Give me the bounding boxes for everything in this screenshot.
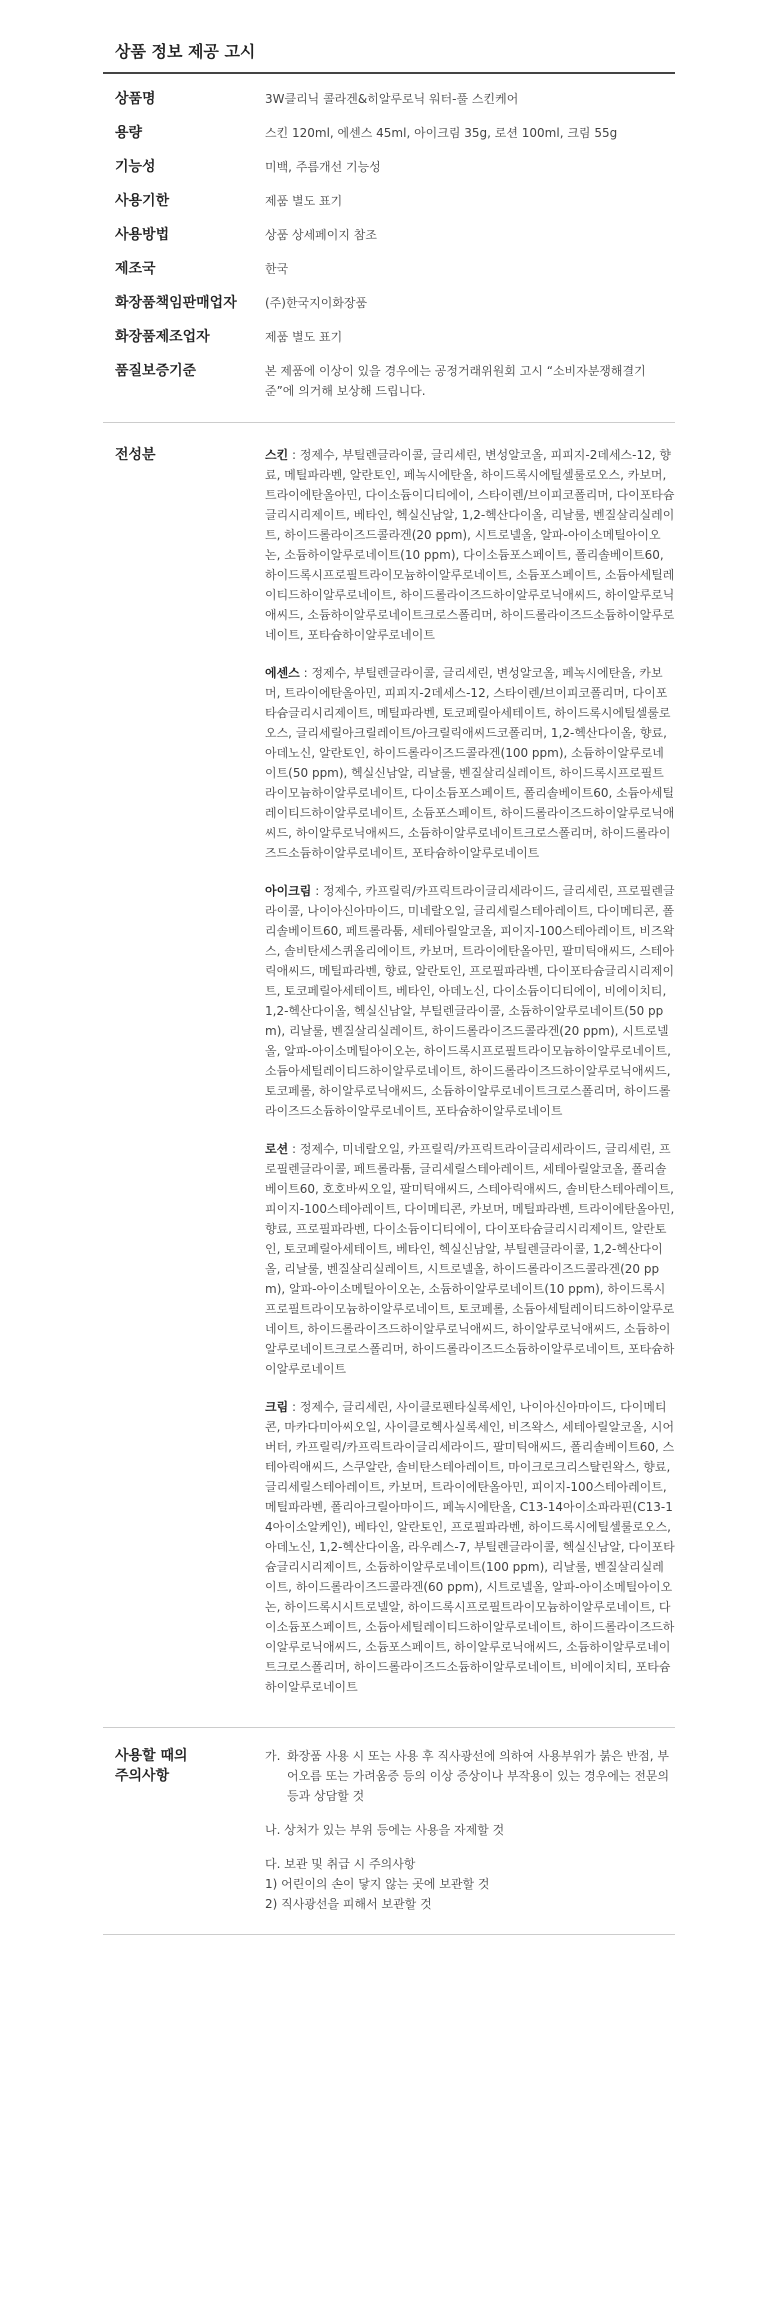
info-row-value: 본 제품에 이상이 있을 경우에는 공정거래위원회 고시 “소비자분쟁해결기준”에 의거해 보상해 드립니다.: [265, 364, 646, 398]
info-row: [103, 320, 675, 354]
info-row: [103, 150, 675, 184]
ingredient-paragraph: [265, 1139, 675, 1379]
info-row: [103, 82, 675, 116]
ingredient-list-text: : 정제수, 부틸렌글라이콜, 글리세린, 변성알코올, 페녹시에탄올, 카보머, 트라이에탄올아민, 피피지-2데세스-12, 스타이렌/브이피코폴리머, 다이포타슘글리시리제이트, 메틸파라벤, 토코페릴아세테이트, 하이드록시에틸셀룰로오스, 글리세릴아크릴레이트/아크릴릭애씨드코폴리머, 1,2-헥산다이올, 향료, 아데노신, 알란토인, 하이드롤라이즈드콜라겐(100 ppm), 소듐하이알루로네이트(50 ppm), 헥실신남알, 리날룰, 벤질살리실레이트, 하이드록시프로필트라이모늄하이알루로네이트, 다이소듐포스페이트, 폴리솔베이트60, 소듐아세틸레이티드하이알루로네이트, 소듐포스페이트, 하이드롤라이즈드하이알루로닉애씨드, 하이알루로닉애씨드, 소듐하이알루로네이트크로스폴리머, 하이드롤라이즈드소듐하이알루로네이트, 포타슘하이알루로네이트: [265, 666, 675, 860]
info-table: [103, 82, 675, 408]
ingredient-paragraph: [265, 1397, 675, 1697]
info-row-label: 품질보증기준: [115, 363, 197, 379]
info-row-value: 미백, 주름개선 기능성: [265, 160, 381, 174]
ingredients-body: [265, 445, 675, 1715]
info-row: [103, 218, 675, 252]
title-divider: [103, 72, 675, 74]
ingredient-product-name: 아이크림: [265, 884, 312, 898]
ingredient-product-name: 크림: [265, 1400, 289, 1414]
caution-item: [265, 1854, 675, 1914]
caution-item-number: 가.: [265, 1749, 281, 1763]
info-row-label: 용량: [115, 125, 143, 141]
ingredient-list-text: : 정제수, 부틸렌글라이콜, 글리세린, 변성알코올, 피피지-2데세스-12, 향료, 메틸파라벤, 알란토인, 페녹시에탄올, 하이드록시에틸셀룰로오스, 카보머, 트라이에탄올아민, 다이소듐이디티에이, 스타이렌/브이피코폴리머, 다이포타슘글리시리제이트, 베타인, 헥실신남알, 1,2-헥산다이올, 리날룰, 벤질살리실레이트, 하이드롤라이즈드콜라겐(20 ppm), 시트로넬올, 알파-아이소메틸아이오논, 소듐하이알루로네이트(10 ppm), 다이소듐포스페이트, 폴리솔베이트60, 하이드록시프로필트라이모늄하이알루로네이트, 소듐포스페이트, 소듐아세틸레이티드하이알루로네이트, 하이드롤라이즈드하이알루로닉애씨드, 하이알루로닉애씨드, 소듐하이알루로네이트크로스폴리머, 하이드롤라이즈드소듐하이알루로네이트, 포타슘하이알루로네이트: [265, 448, 675, 642]
page-title: 상품 정보 제공 고시: [115, 42, 256, 61]
caution-label-line: 사용할 때의: [115, 1748, 188, 1764]
caution-subitem: 2) 직사광선을 피해서 보관할 것: [265, 1897, 432, 1911]
info-row-value: 한국: [265, 262, 289, 276]
info-row-label: 화장품제조업자: [115, 329, 210, 345]
product-info-notice: [103, 0, 675, 1935]
info-row: [103, 116, 675, 150]
info-row: [103, 286, 675, 320]
ingredient-list-text: : 정제수, 미네랄오일, 카프릴릭/카프릭트라이글리세라이드, 글리세린, 프로필렌글라이콜, 페트롤라툼, 글리세릴스테아레이트, 세테아릴알코올, 폴리솔베이트60, 호호바씨오일, 팔미틱애씨드, 스테아릭애씨드, 솔비탄스테아레이트, 피이지-100스테아레이트, 다이메티콘, 카보머, 메틸파라벤, 트라이에탄올아민, 향료, 프로필파라벤, 다이소듐이디티에이, 다이포타슘글리시리제이트, 알란토인, 토코페릴아세테이트, 베타인, 헥실신남알, 부틸렌글라이콜, 1,2-헥산다이올, 리날룰, 벤질살리실레이트, 시트로넬올, 하이드롤라이즈드콜라겐(20 ppm), 알파-아이소메틸아이오논, 소듐하이알루로네이트(10 ppm), 하이드록시프로필트라이모늄하이알루로네이트, 토코페롤, 소듐아세틸레이티드하이알루로네이트, 하이드롤라이즈드하이알루로닉애씨드, 하이알루로닉애씨드, 소듐하이알루로네이트크로스폴리머, 하이드롤라이즈드소듐하이알루로네이트, 포타슘하이알루로네이트: [265, 1142, 675, 1376]
info-row-label: 화장품책임판매업자: [115, 295, 237, 311]
info-row-value: 스킨 120ml, 에센스 45ml, 아이크림 35g, 로션 100ml, 크림 55g: [265, 126, 618, 140]
info-row-value: 제품 별도 표기: [265, 194, 343, 208]
info-row-label: 상품명: [115, 91, 156, 107]
ingredient-paragraph: [265, 663, 675, 863]
ingredients-section: [103, 423, 675, 1727]
info-row: [103, 354, 675, 408]
info-row-label: 사용기한: [115, 193, 170, 209]
caution-item-text: 다. 보관 및 취급 시 주의사항: [265, 1857, 416, 1871]
info-row-value: 3W클리닉 콜라겐&히알루로닉 워터-풀 스킨케어: [265, 92, 519, 106]
info-row-value: 상품 상세페이지 참조: [265, 228, 377, 242]
info-row: [103, 252, 675, 286]
caution-label-line: 주의사항: [115, 1768, 170, 1784]
ingredient-product-name: 스킨: [265, 448, 289, 462]
ingredient-paragraph: [265, 445, 675, 645]
caution-label: [103, 1746, 265, 1914]
info-row-value: (주)한국지이화장품: [265, 296, 368, 310]
caution-item-text: 나. 상처가 있는 부위 등에는 사용을 자제할 것: [265, 1823, 505, 1837]
ingredient-product-name: 에센스: [265, 666, 300, 680]
ingredient-list-text: : 정제수, 카프릴릭/카프릭트라이글리세라이드, 글리세린, 프로필렌글라이콜, 나이아신아마이드, 미네랄오일, 글리세릴스테아레이트, 다이메티콘, 폴리솔베이트60, 페트롤라툼, 세테아릴알코올, 피이지-100스테아레이트, 비즈왁스, 솔비탄세스퀴올리에이트, 카보머, 트라이에탄올아민, 팔미틱애씨드, 스테아릭애씨드, 메틸파라벤, 향료, 알란토인, 프로필파라벤, 다이포타슘글리시리제이트, 토코페릴아세테이트, 베타인, 아데노신, 다이소듐이디티에이, 비에이치티, 1,2-헥산다이올, 헥실신남알, 부틸렌글라이콜, 소듐하이알루로네이트(50 ppm), 리날룰, 벤질살리실레이트, 하이드롤라이즈드콜라겐(20 ppm), 시트로넬올, 알파-아이소메틸아이오논, 하이드록시프로필트라이모늄하이알루로네이트, 소듐아세틸레이티드하이알루로네이트, 하이드롤라이즈드하이알루로닉애씨드, 토코페롤, 하이알루로닉애씨드, 소듐하이알루로네이트크로스폴리머, 하이드롤라이즈드소듐하이알루로네이트, 포타슘하이알루로네이트: [265, 884, 675, 1118]
info-row-label: 제조국: [115, 261, 156, 277]
info-row-label: 기능성: [115, 159, 156, 175]
ingredients-label: 전성분: [115, 447, 156, 463]
caution-item: [265, 1820, 675, 1840]
caution-item-text: 화장품 사용 시 또는 사용 후 직사광선에 의하여 사용부위가 붉은 반점, 부어오름 또는 가려움증 등의 이상 증상이나 부작용이 있는 경우에는 전문의 등과 상담할 것: [287, 1749, 670, 1803]
caution-item: [265, 1746, 675, 1806]
info-row: [103, 184, 675, 218]
caution-section: [103, 1728, 675, 1934]
ingredient-paragraph: [265, 881, 675, 1121]
bottom-divider: [103, 1934, 675, 1935]
ingredient-product-name: 로션: [265, 1142, 289, 1156]
info-row-label: 사용방법: [115, 227, 170, 243]
ingredient-list-text: : 정제수, 글리세린, 사이클로펜타실록세인, 나이아신아마이드, 다이메티콘, 마카다미아씨오일, 사이클로헥사실록세인, 비즈왁스, 세테아릴알코올, 시어버터, 카프릴릭/카프릭트라이글리세라이드, 팔미틱애씨드, 폴리솔베이트60, 스테아릭애씨드, 스쿠알란, 솔비탄스테아레이트, 마이크로크리스탈린왁스, 향료, 글리세릴스테아레이트, 카보머, 트라이에탄올아민, 피이지-100스테아레이트, 메틸파라벤, 폴리아크릴아마이드, 페녹시에탄올, C13-14아이소파라핀(C13-14아이소알케인), 베타인, 알란토인, 프로필파라벤, 하이드록시에틸셀룰로오스, 아데노신, 1,2-헥산다이올, 라우레스-7, 부틸렌글라이콜, 헥실신남알, 다이포타슘글리시리제이트, 소듐하이알루로네이트(100 ppm), 리날룰, 벤질살리실레이트, 하이드롤라이즈드콜라겐(60 ppm), 시트로넬올, 알파-아이소메틸아이오논, 하이드록시시트로넬알, 하이드록시프로필트라이모늄하이알루로네이트, 다이소듐포스페이트, 소듐아세틸레이티드하이알루로네이트, 하이드롤라이즈드하이알루로닉애씨드, 소듐포스페이트, 하이알루로닉애씨드, 소듐하이알루로네이트크로스폴리머, 하이드롤라이즈드소듐하이알루로네이트, 비에이치티, 포타슘하이알루로네이트: [265, 1400, 675, 1694]
caution-body: [265, 1746, 675, 1914]
caution-subitem: 1) 어린이의 손이 닿지 않는 곳에 보관할 것: [265, 1877, 490, 1891]
info-row-value: 제품 별도 표기: [265, 330, 343, 344]
